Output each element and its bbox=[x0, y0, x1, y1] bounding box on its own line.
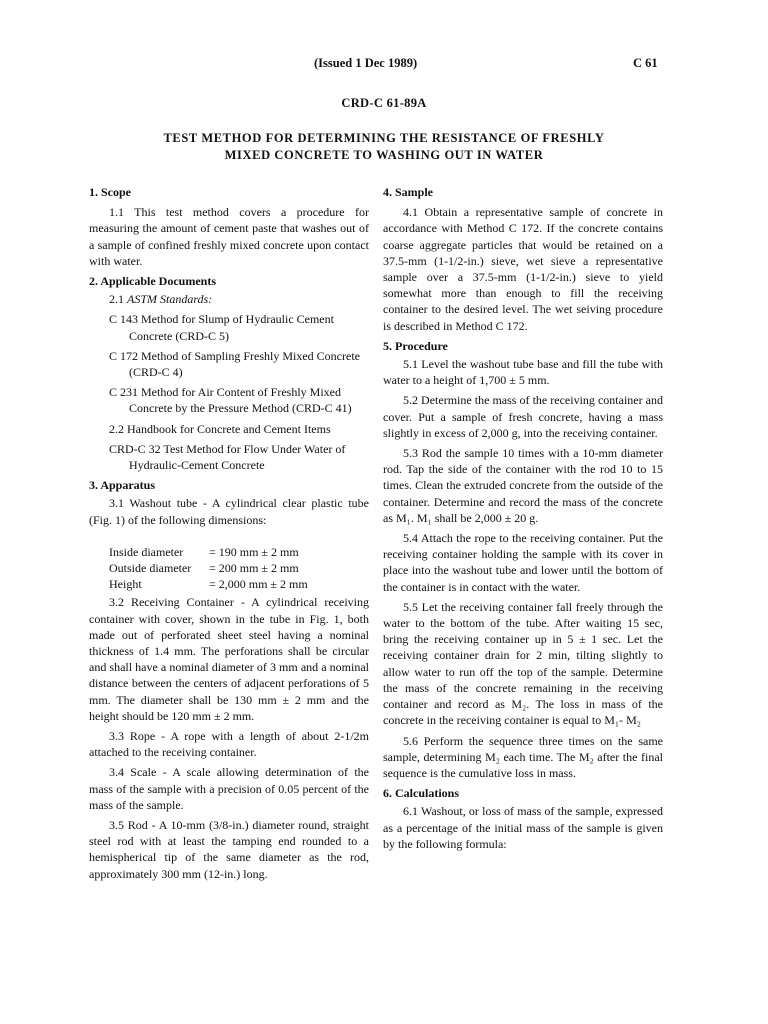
reference-c231: C 231 Method for Air Content of Freshly Mixed Concrete by the Pressure Method (CRD-C 41) bbox=[109, 385, 352, 416]
subsection-2-1-title: ASTM Standards: bbox=[127, 292, 213, 307]
dimension-row bbox=[109, 544, 369, 560]
paragraph-5-1: 5.1 Level the washout tube base and fill the tube with water to a height of 1,700 ± 5 mm. bbox=[383, 357, 663, 388]
section-heading-procedure: 5. Procedure bbox=[383, 338, 448, 353]
dimension-label: Height bbox=[109, 577, 142, 592]
section-heading-sample: 4. Sample bbox=[383, 185, 434, 199]
paragraph-3-1: 3.1 Washout tube - A cylindrical clear plastic tube (Fig. 1) of the following dimensions: bbox=[89, 496, 369, 527]
section-heading-documents: 2. Applicable Documents bbox=[89, 274, 217, 289]
paragraph-1-1: 1.1 This test method covers a procedure for measuring the amount of cement paste that washes out of a sample of confined freshly mixed concrete upon contact with water. bbox=[89, 205, 369, 268]
paragraph-5-6: 5.6 Perform the sequence three times on the same sample, determining M₂ each time. The M₂ after the final sequence is the cumulative loss in mass. bbox=[383, 733, 663, 780]
document-code: C 61 bbox=[633, 56, 658, 70]
dimension-label: Inside diameter bbox=[109, 544, 184, 559]
dimensions-list bbox=[109, 544, 369, 593]
paragraph-6-1: 6.1 Washout, or loss of mass of the sample, expressed as a percentage of the initial mass of the sample is given by the following formula: bbox=[383, 804, 663, 851]
paragraph-3-3: 3.3 Rope - A rope with a length of about 2-1/2m attached to the receiving container. bbox=[89, 729, 369, 760]
paragraph-5-3: 5.3 Rod the sample 10 times with a 10-mm diameter rod. Tap the side of the container with the rod 10 to 15 times. Clean the extruded concrete from the outside of the container. Determine and record the mass of the concrete as M₁. M₁ shall be 2,000 ± 20 g. bbox=[383, 446, 663, 525]
issue-date: (Issued 1 Dec 1989) bbox=[314, 56, 418, 70]
paragraph-3-2: 3.2 Receiving Container - A cylindrical receiving container with cover, shown in the tube in Fig. 1, both made out of perforated sheet steel having a nominal thickness of 1.4 mm. The perforations shall be circular and shall have a nominal diameter of 3 mm and a nominal distance between the centers of adjacent perforations of 5 mm. The diameter shall be 130 mm ± 2 mm and the height should be 120 mm ± 2 mm. bbox=[89, 595, 369, 723]
title-line-2: MIXED CONCRETE TO WASHING OUT IN WATER bbox=[224, 148, 544, 162]
paragraph-3-4: 3.4 Scale - A scale allowing determination of the mass of the sample with a precision of 0.05 percent of the mass of the sample. bbox=[89, 765, 369, 812]
subsection-2-1-number: 2.1 bbox=[109, 292, 124, 307]
right-column bbox=[383, 184, 663, 856]
paragraph-5-2: 5.2 Determine the mass of the receiving container and cover. Put a sample of fresh concrete, having a mass slightly in excess of 2,000 g, into the receiving container. bbox=[383, 393, 663, 440]
reference-crd-c32: CRD-C 32 Test Method for Flow Under Water of Hydraulic-Cement Concrete bbox=[109, 441, 346, 473]
paragraph-5-5: 5.5 Let the receiving container fall freely through the water to the bottom of the tube. After waiting 15 sec, bring the receiving container up in 5 ± 1 sec. Let the receiving container drain for 2 min, tilting slightly to allow water to run off the top of the sample. Determine the mass of the concrete remaining in the receiving container and record as M₂. The loss in mass of the concrete in the receiving container is equal to M₁- M₂ bbox=[383, 599, 663, 728]
subsection-2-1 bbox=[89, 291, 369, 307]
dimension-value: = 190 mm ± 2 mm bbox=[209, 544, 299, 559]
reference-c172: C 172 Method of Sampling Freshly Mixed Concrete (CRD-C 4) bbox=[109, 348, 360, 380]
document-designation: CRD-C 61-89A bbox=[341, 96, 427, 110]
paragraph-5-4: 5.4 Attach the rope to the receiving container. Put the receiving container holding the sample with its cover in place into the washout tube and lower until the bottom of the container is in contact with the water. bbox=[383, 531, 663, 594]
paragraph-3-5: 3.5 Rod - A 10-mm (3/8-in.) diameter round, straight steel rod with at least the tamping end rounded to a hemispherical tip of the same diameter as the rod, approximately 300 mm (12-in.) long. bbox=[89, 818, 369, 881]
left-column bbox=[89, 184, 369, 886]
section-heading-apparatus: 3. Apparatus bbox=[89, 478, 156, 493]
dimension-row bbox=[109, 576, 369, 592]
subsection-2-2: 2.2 Handbook for Concrete and Cement Items bbox=[109, 421, 331, 436]
dimension-value: = 2,000 mm ± 2 mm bbox=[209, 577, 308, 592]
dimension-label: Outside diameter bbox=[109, 561, 192, 576]
dimension-value: = 200 mm ± 2 mm bbox=[209, 561, 299, 576]
paragraph-4-1: 4.1 Obtain a representative sample of concrete in accordance with Method C 172. If the concrete contains coarse aggregate particles that would be retained on a 37.5-mm (1-1/2-in.) sieve, wet sieve a representative sample over a 37.5-mm (1-1/2-in.) sieve to yield somewhat more than enough to fill the receiving container to the desired level. The wet seiving procedure is described in Method C 172. bbox=[383, 205, 663, 333]
document-title bbox=[120, 130, 648, 164]
reference-c143: C 143 Method for Slump of Hydraulic Cement Concrete (CRD-C 5) bbox=[109, 312, 334, 343]
dimension-row bbox=[109, 560, 369, 576]
section-heading-scope: 1. Scope bbox=[89, 185, 131, 199]
section-heading-calculations: 6. Calculations bbox=[383, 786, 460, 801]
title-line-1: TEST METHOD FOR DETERMINING THE RESISTANCE OF FRESHLY bbox=[163, 131, 605, 145]
